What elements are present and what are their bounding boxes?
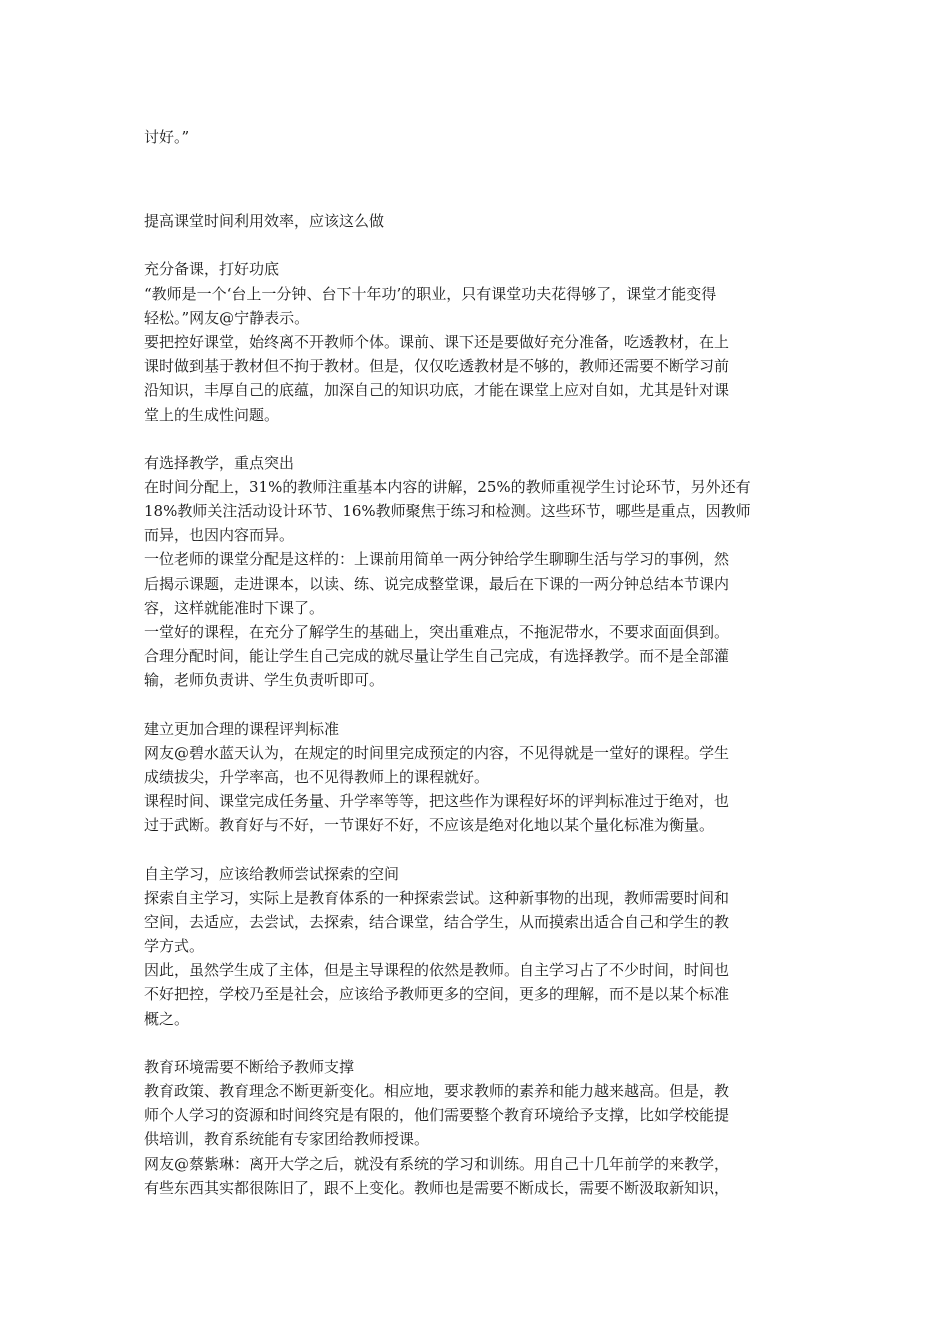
paragraph-line: 有些东西其实都很陈旧了，跟不上变化。教师也是需要不断成长，需要不断汲取新知识， — [144, 1178, 730, 1197]
paragraph-line: 要把控好课堂，始终离不开教师个体。课前、课下还是要做好充分准备，吃透教材，在上 — [144, 332, 730, 351]
paragraph-line: 后揭示课题，走进课本，以读、练、说完成整堂课，最后在下课的一两分钟总结本节课内 — [144, 574, 730, 593]
paragraph-line: 师个人学习的资源和时间终究是有限的，他们需要整个教育环境给予支撑，比如学校能提 — [144, 1106, 730, 1125]
section-title: 提高课堂时间利用效率，应该这么做 — [144, 212, 385, 231]
spacer — [144, 427, 808, 451]
paragraph-line: 成绩拔尖，升学率高，也不见得教师上的课程就好。 — [144, 767, 490, 786]
section-heading: 自主学习，应该给教师尝试探索的空间 — [144, 864, 400, 883]
paragraph-line: 因此，虽然学生成了主体，但是主导课程的依然是教师。自主学习占了不少时间，时间也 — [144, 961, 730, 980]
paragraph-line: 网友@蔡紫琳：离开大学之后，就没有系统的学习和训练。用自己十几年前学的来教学， — [144, 1154, 730, 1173]
paragraph-line: 空间，去适应，去尝试，去探索，结合课堂，结合学生，从而摸索出适合自己和学生的教 — [144, 912, 730, 931]
paragraph-line: 过于武断。教育好与不好，一节课好不好，不应该是绝对化地以某个量化标准为衡量。 — [144, 816, 715, 835]
paragraph-line: “教师是一个‘台上一分钟、台下十年功’的职业，只有课堂功夫花得够了，课堂才能变得 — [144, 284, 717, 303]
paragraph-line: 在时间分配上，31%的教师注重基本内容的讲解，25%的教师重视学生讨论环节，另外还有 — [144, 477, 751, 496]
paragraph-line: 沿知识，丰厚自己的底蕴，加深自己的知识功底，才能在课堂上应对自如，尤其是针对课 — [144, 381, 730, 400]
paragraph-line: 课程时间、课堂完成任务量、升学率等等，把这些作为课程好坏的评判标准过于绝对，也 — [144, 792, 730, 811]
paragraph-line: 供培训，教育系统能有专家团给教师授课。 — [144, 1130, 430, 1149]
opening-text: 讨好。” — [144, 128, 190, 146]
paragraph-line: 而异，也因内容而异。 — [144, 526, 295, 545]
paragraph-line: 堂上的生成性问题。 — [144, 405, 280, 424]
paragraph-line: 18%教师关注活动设计环节、16%教师聚焦于练习和检测。这些环节，哪些是重点，因教师 — [144, 502, 751, 521]
paragraph-line: 输，老师负责讲、学生负责听即可。 — [144, 671, 385, 690]
paragraph-line: 轻松。”网友@宁静表示。 — [144, 308, 310, 327]
spacer — [144, 693, 808, 717]
paragraph-line: 教育政策、教育理念不断更新变化。相应地，要求教师的素养和能力越来越高。但是，教 — [144, 1082, 730, 1100]
paragraph-line: 探索自主学习，实际上是教育体系的一种探索尝试。这种新事物的出现，教师需要时间和 — [144, 888, 730, 907]
section-heading: 建立更加合理的课程评判标准 — [144, 719, 340, 738]
spacer — [144, 838, 808, 862]
paragraph-line: 容，这样就能准时下课了。 — [144, 598, 325, 617]
paragraph-line: 不好把控，学校乃至是社会，应该给予教师更多的空间，更多的理解，而不是以某个标准 — [144, 985, 730, 1004]
paragraph-line: 一位老师的课堂分配是这样的：上课前用简单一两分钟给学生聊聊生活与学习的事例，然 — [144, 550, 730, 569]
paragraph-line: 一堂好的课程，在充分了解学生的基础上，突出重难点，不拖泥带水，不要求面面俱到。 — [144, 623, 730, 641]
spacer — [144, 233, 808, 257]
spacer — [144, 1031, 808, 1055]
paragraph-line: 合理分配时间，能让学生自己完成的就尽量让学生自己完成，有选择教学。而不是全部灌 — [144, 647, 730, 666]
spacer — [144, 149, 808, 209]
section-heading: 充分备课，打好功底 — [144, 260, 280, 279]
paragraph-line: 概之。 — [144, 1009, 190, 1028]
paragraph-line: 学方式。 — [144, 937, 205, 956]
section-heading: 教育环境需要不断给予教师支撑 — [144, 1057, 355, 1076]
section-heading: 有选择教学，重点突出 — [144, 453, 295, 472]
paragraph-line: 网友@碧水蓝天认为，在规定的时间里完成预定的内容，不见得就是一堂好的课程。学生 — [144, 743, 730, 762]
document-body — [144, 125, 808, 1200]
paragraph-line: 课时做到基于教材但不拘于教材。但是，仅仅吃透教材是不够的，教师还需要不断学习前 — [144, 357, 730, 376]
